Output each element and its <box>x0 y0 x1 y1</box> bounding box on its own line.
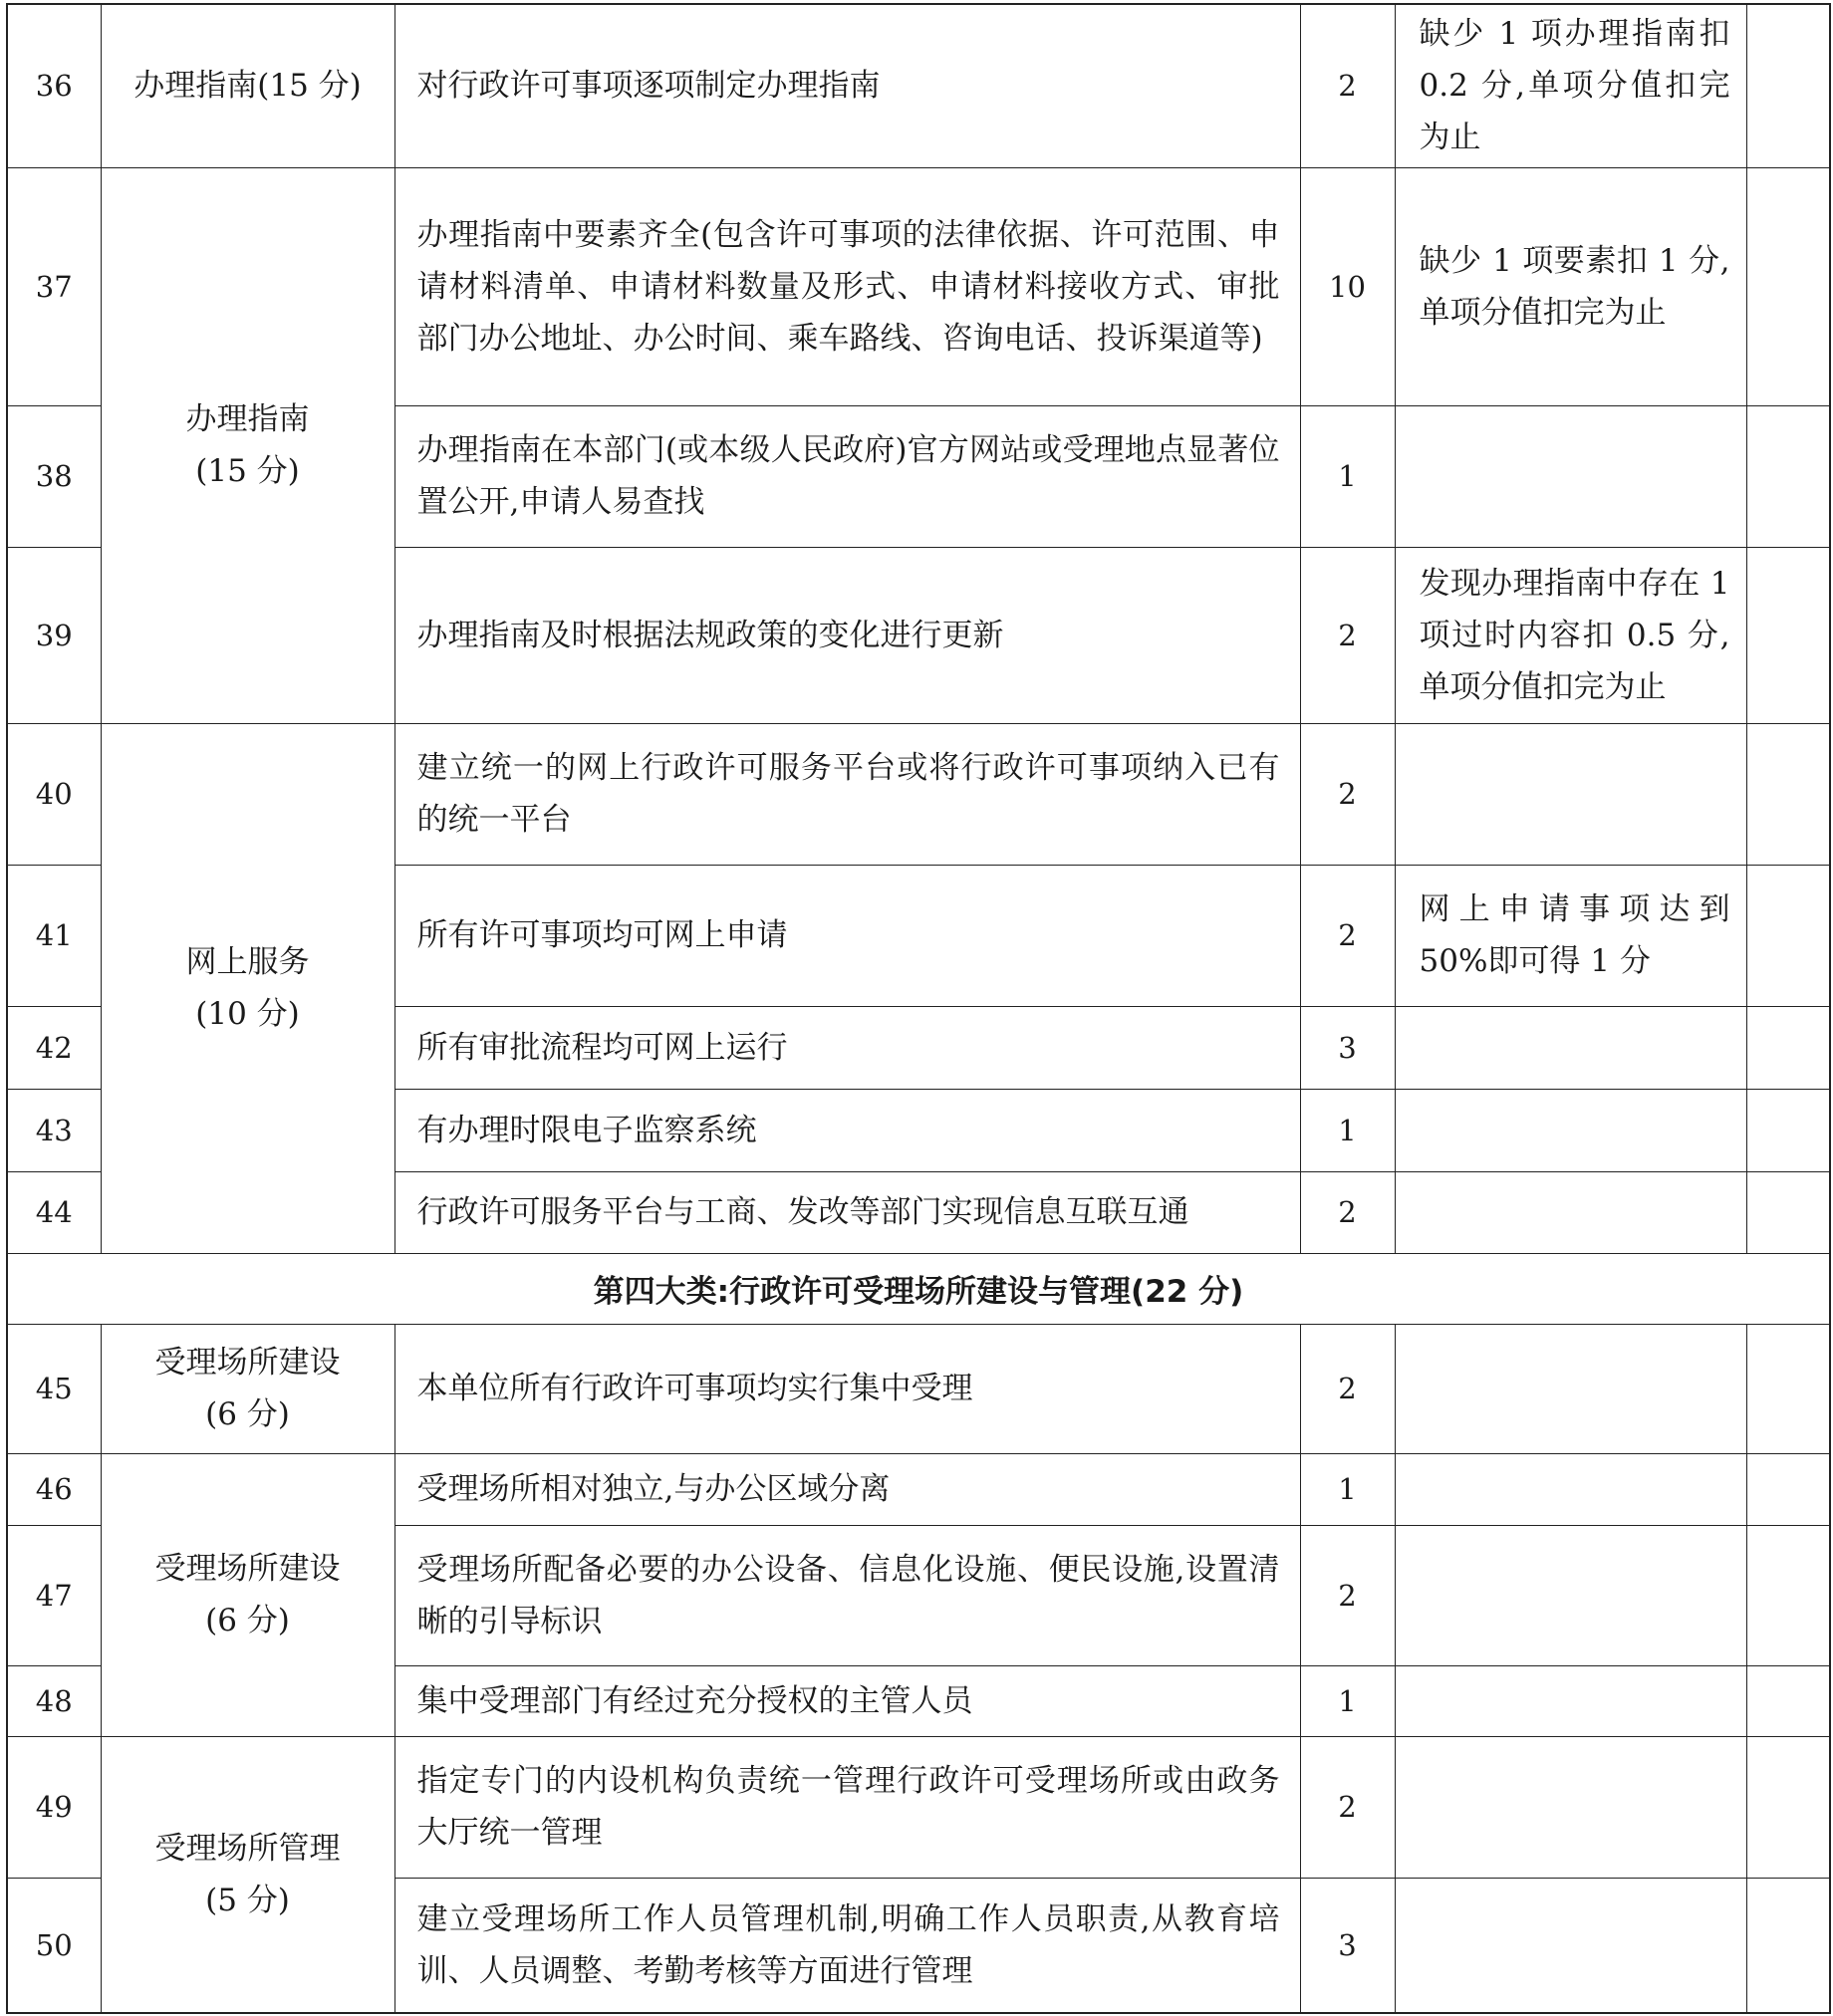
empty-cell <box>1746 1171 1830 1253</box>
deduction-note <box>1395 1089 1746 1171</box>
score-cell: 2 <box>1300 1171 1395 1253</box>
category-cell: 受理场所管理 (5 分) <box>101 1736 394 2013</box>
score-cell: 10 <box>1300 167 1395 405</box>
deduction-note <box>1395 1878 1746 2013</box>
empty-cell <box>1746 723 1830 865</box>
row-number: 48 <box>7 1665 101 1736</box>
category-cell: 办理指南(15 分) <box>101 4 394 167</box>
score-cell: 2 <box>1300 1525 1395 1665</box>
score-cell: 2 <box>1300 865 1395 1006</box>
score-cell: 2 <box>1300 723 1395 865</box>
item-description: 有办理时限电子监察系统 <box>394 1089 1300 1171</box>
deduction-note <box>1395 1171 1746 1253</box>
score-cell: 2 <box>1300 1736 1395 1878</box>
item-description: 建立统一的网上行政许可服务平台或将行政许可事项纳入已有的统一平台 <box>394 723 1300 865</box>
row-number: 38 <box>7 405 101 547</box>
category-cell: 受理场所建设 (6 分) <box>101 1453 394 1736</box>
table-row <box>7 723 1830 865</box>
row-number: 47 <box>7 1525 101 1665</box>
row-number: 43 <box>7 1089 101 1171</box>
deduction-note <box>1395 1736 1746 1878</box>
item-description: 本单位所有行政许可事项均实行集中受理 <box>394 1324 1300 1453</box>
score-cell: 1 <box>1300 1089 1395 1171</box>
category-cell: 网上服务 (10 分) <box>101 723 394 1253</box>
score-cell: 3 <box>1300 1006 1395 1089</box>
item-description: 集中受理部门有经过充分授权的主管人员 <box>394 1665 1300 1736</box>
category-cell: 办理指南 (15 分) <box>101 167 394 723</box>
empty-cell <box>1746 1736 1830 1878</box>
empty-cell <box>1746 1878 1830 2013</box>
row-number: 49 <box>7 1736 101 1878</box>
empty-cell <box>1746 1453 1830 1525</box>
row-number: 39 <box>7 547 101 723</box>
empty-cell <box>1746 547 1830 723</box>
table-row <box>7 1453 1830 1525</box>
deduction-note <box>1395 1324 1746 1453</box>
item-description: 所有许可事项均可网上申请 <box>394 865 1300 1006</box>
item-description: 受理场所配备必要的办公设备、信息化设施、便民设施,设置清晰的引导标识 <box>394 1525 1300 1665</box>
item-description: 行政许可服务平台与工商、发改等部门实现信息互联互通 <box>394 1171 1300 1253</box>
row-number: 44 <box>7 1171 101 1253</box>
empty-cell <box>1746 405 1830 547</box>
item-description: 办理指南在本部门(或本级人民政府)官方网站或受理地点显著位置公开,申请人易查找 <box>394 405 1300 547</box>
item-description: 受理场所相对独立,与办公区域分离 <box>394 1453 1300 1525</box>
table-row <box>7 1324 1830 1453</box>
score-cell: 2 <box>1300 1324 1395 1453</box>
category-cell: 受理场所建设 (6 分) <box>101 1324 394 1453</box>
deduction-note: 网上申请事项达到 50%即可得 1 分 <box>1395 865 1746 1006</box>
deduction-note <box>1395 723 1746 865</box>
empty-cell <box>1746 1665 1830 1736</box>
table-row <box>7 167 1830 405</box>
score-cell: 1 <box>1300 405 1395 547</box>
deduction-note <box>1395 1006 1746 1089</box>
score-cell: 1 <box>1300 1665 1395 1736</box>
score-cell: 3 <box>1300 1878 1395 2013</box>
empty-cell <box>1746 1089 1830 1171</box>
deduction-note <box>1395 1665 1746 1736</box>
empty-cell <box>1746 1525 1830 1665</box>
deduction-note <box>1395 1525 1746 1665</box>
row-number: 50 <box>7 1878 101 2013</box>
empty-cell <box>1746 865 1830 1006</box>
empty-cell <box>1746 1006 1830 1089</box>
evaluation-table <box>6 3 1831 2014</box>
item-description: 办理指南及时根据法规政策的变化进行更新 <box>394 547 1300 723</box>
score-cell: 2 <box>1300 547 1395 723</box>
row-number: 46 <box>7 1453 101 1525</box>
item-description: 所有审批流程均可网上运行 <box>394 1006 1300 1089</box>
row-number: 37 <box>7 167 101 405</box>
deduction-note <box>1395 1453 1746 1525</box>
row-number: 36 <box>7 4 101 167</box>
empty-cell <box>1746 167 1830 405</box>
deduction-note: 缺少 1 项要素扣 1 分,单项分值扣完为止 <box>1395 167 1746 405</box>
item-description: 建立受理场所工作人员管理机制,明确工作人员职责,从教育培训、人员调整、考勤考核等方面进行管理 <box>394 1878 1300 2013</box>
deduction-note <box>1395 405 1746 547</box>
row-number: 41 <box>7 865 101 1006</box>
deduction-note: 发现办理指南中存在 1 项过时内容扣 0.5 分,单项分值扣完为止 <box>1395 547 1746 723</box>
deduction-note: 缺少 1 项办理指南扣 0.2 分,单项分值扣完为止 <box>1395 4 1746 167</box>
row-number: 45 <box>7 1324 101 1453</box>
empty-cell <box>1746 4 1830 167</box>
row-number: 42 <box>7 1006 101 1089</box>
row-number: 40 <box>7 723 101 865</box>
score-cell: 2 <box>1300 4 1395 167</box>
item-description: 办理指南中要素齐全(包含许可事项的法律依据、许可范围、申请材料清单、申请材料数量及形式、申请材料接收方式、审批部门办公地址、办公时间、乘车路线、咨询电话、投诉渠道等) <box>394 167 1300 405</box>
empty-cell <box>1746 1324 1830 1453</box>
table-row <box>7 1736 1830 1878</box>
section-title: 第四大类:行政许可受理场所建设与管理(22 分) <box>7 1253 1830 1324</box>
table-row <box>7 4 1830 167</box>
item-description: 指定专门的内设机构负责统一管理行政许可受理场所或由政务大厅统一管理 <box>394 1736 1300 1878</box>
section-header-row <box>7 1253 1830 1324</box>
item-description: 对行政许可事项逐项制定办理指南 <box>394 4 1300 167</box>
score-cell: 1 <box>1300 1453 1395 1525</box>
